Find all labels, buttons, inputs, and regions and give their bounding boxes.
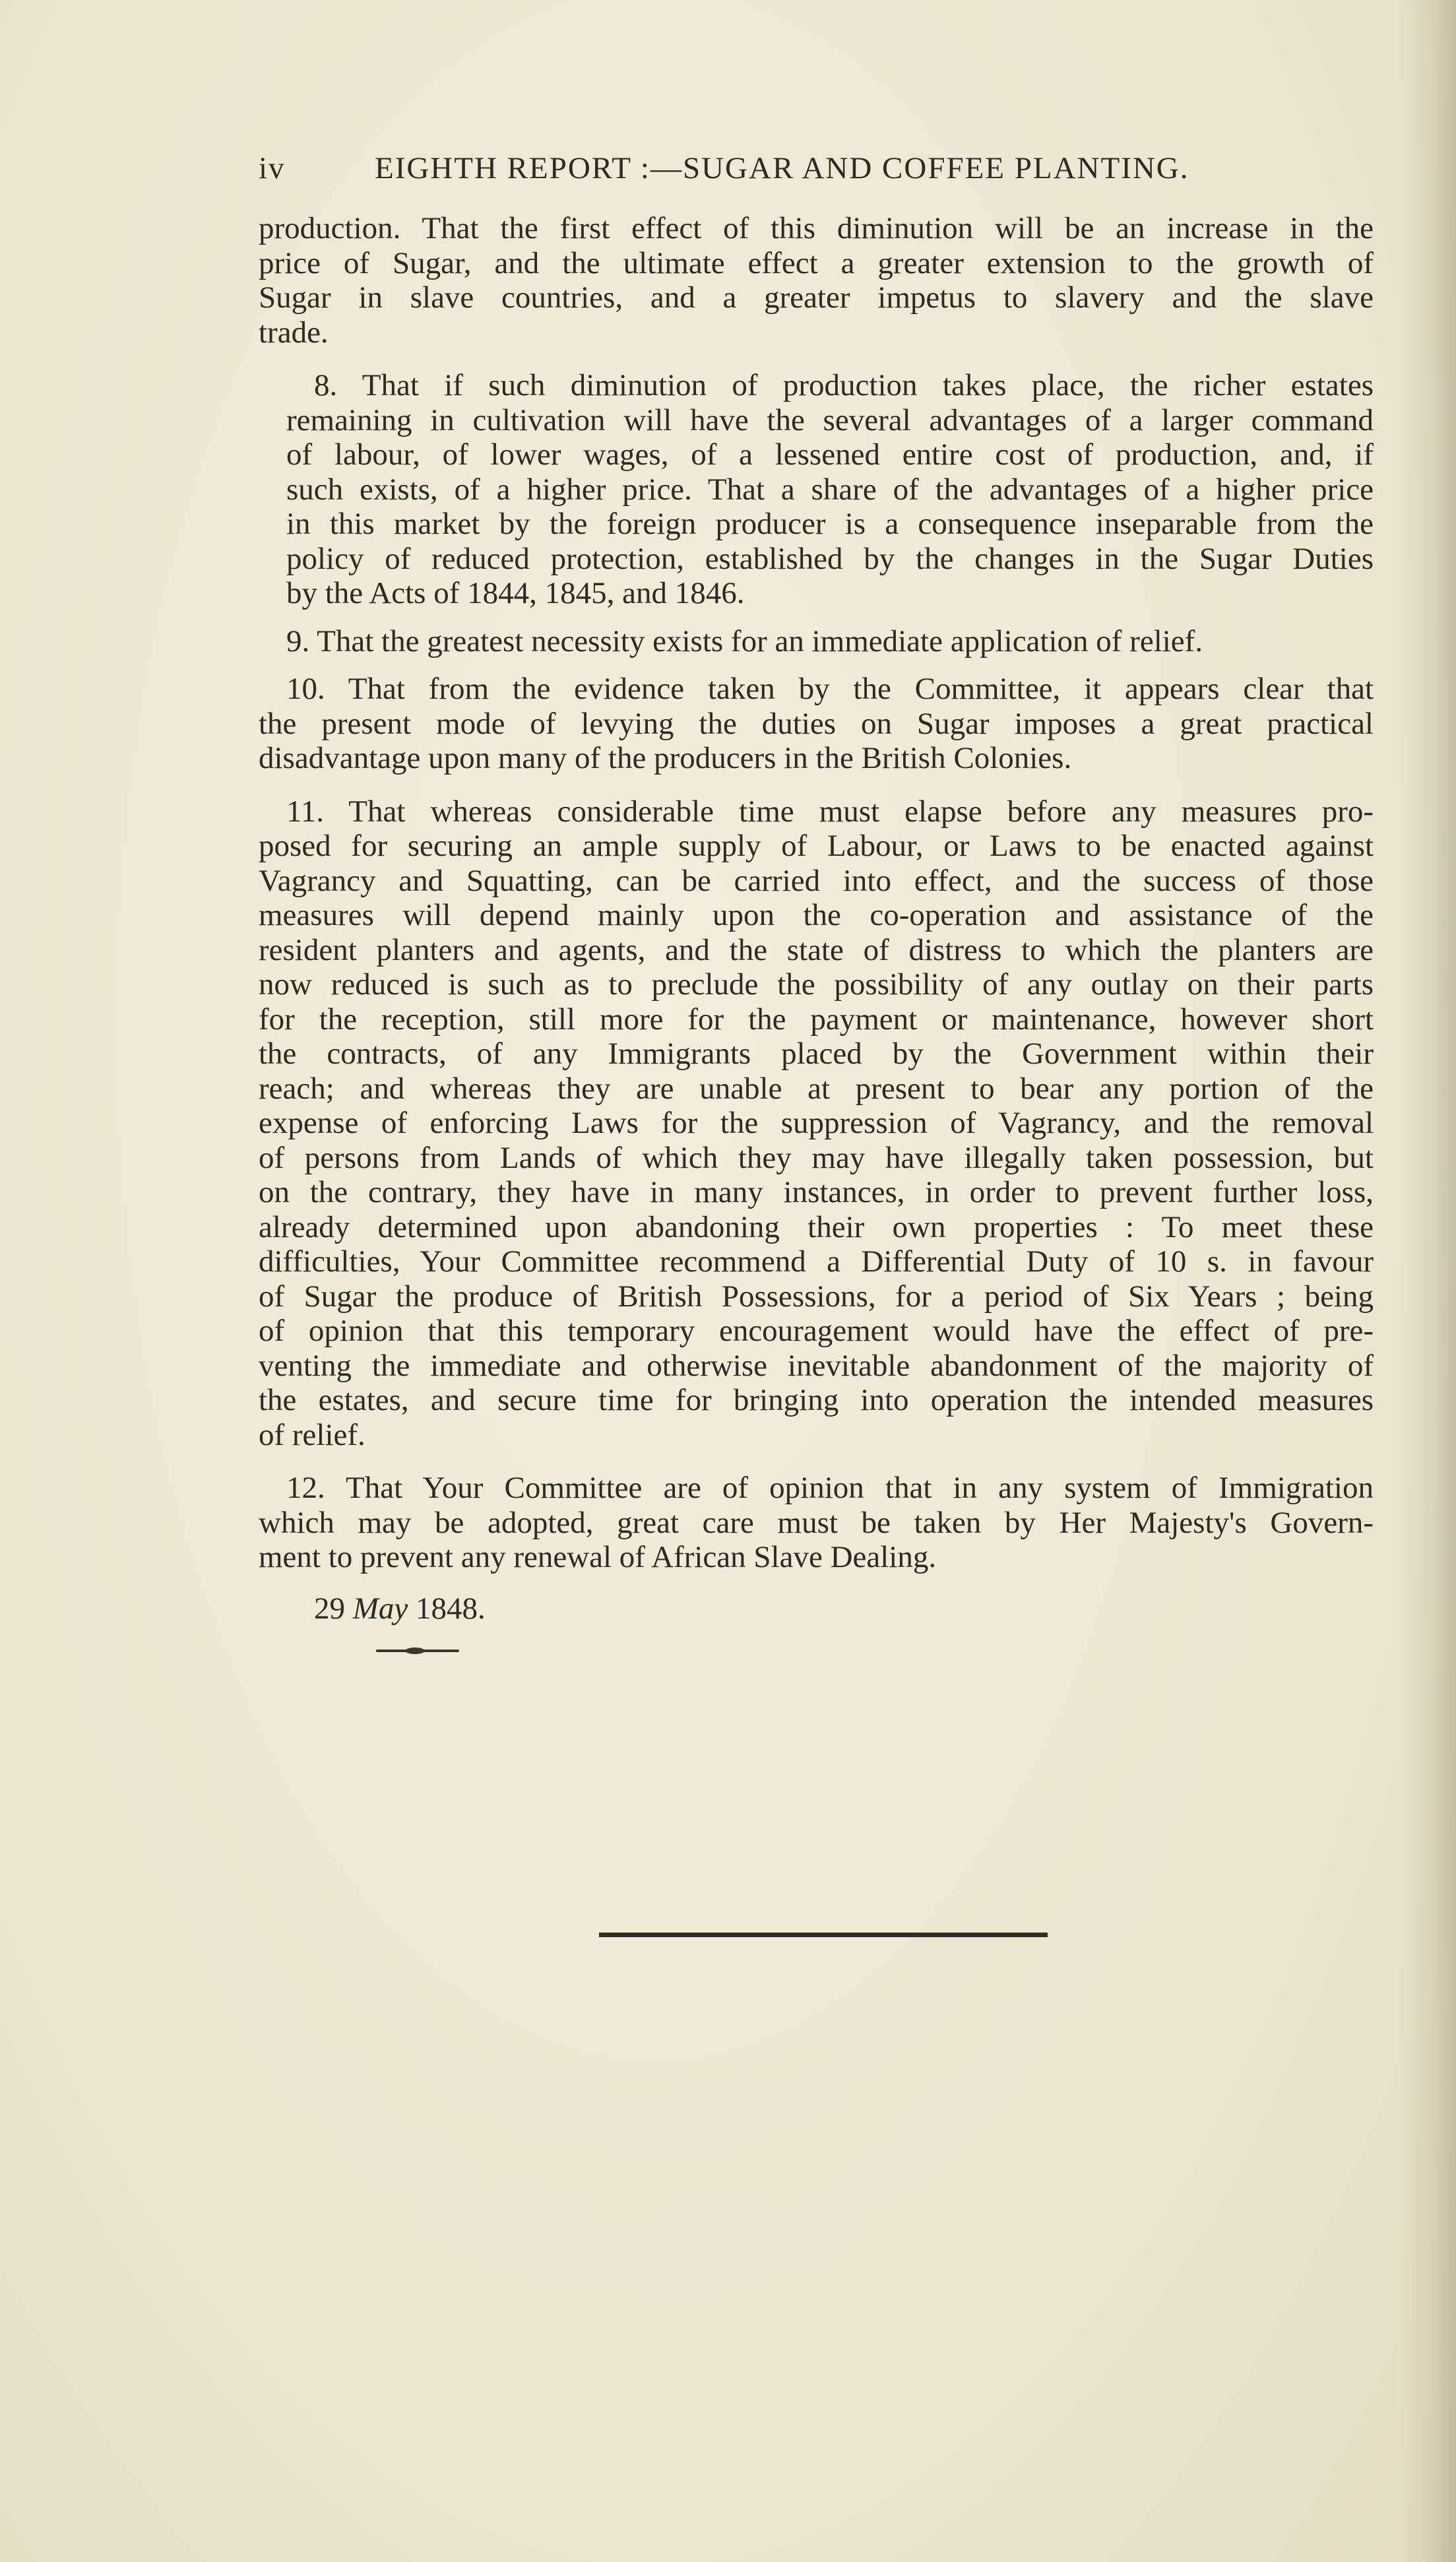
text-line: disadvantage upon many of the producers in the British Colonies. [259,741,1072,775]
text-line: of labour, of lower wages, of a lessened entire cost of production, and, if [286,437,1374,472]
text-line: of relief. [259,1417,365,1452]
paragraph-8 [259,368,1374,611]
date-day: 29 [314,1591,345,1626]
text-line: resident planters and agents, and the state of distress to which the planters are [259,932,1374,967]
date-ornament-rule [376,1649,459,1652]
running-head [259,140,1374,186]
text-line: reach; and whereas they are unable at present to bear any portion of the [259,1071,1374,1106]
text-line: the estates, and secure time for bringing into operation the intended measures [259,1383,1374,1417]
text-line: policy of reduced protection, established by the changes in the Sugar Duties [286,541,1374,576]
paragraph-9 [259,624,1374,659]
text-line: by the Acts of 1844, 1845, and 1846. [286,576,745,610]
text-line: 12. That Your Committee are of opinion that in any system of Immigration [286,1471,1374,1505]
text-line: venting the immediate and otherwise inevitable abandonment of the majority of [259,1348,1374,1383]
date-month: May [352,1591,408,1626]
text-line: Vagrancy and Squatting, can be carried into effect, and the success of those [259,863,1374,898]
text-line: now reduced is such as to preclude the possibility of any outlay on their parts [259,967,1374,1002]
paragraph-11 [259,794,1374,1453]
text-line: difficulties, Your Committee recommend a Differential Duty of 10 s. in favour [259,1244,1374,1279]
text-line: remaining in cultivation will have the several advantages of a larger command [286,402,1374,437]
text-line: expense of enforcing Laws for the suppression of Vagrancy, and the removal [259,1106,1374,1140]
text-line: 10. That from the evidence taken by the Committee, it appears clear that [286,672,1374,706]
text-line: the contracts, of any Immigrants placed by the Government within their [259,1037,1374,1071]
text-line: 8. That if such diminution of production takes place, the richer estates [314,368,1374,402]
end-of-report-rule [599,1933,1048,1937]
text-line: which may be adopted, great care must be taken by Her Majesty's Govern- [259,1505,1374,1540]
text-line: of persons from Lands of which they may have illegally taken possession, but [259,1140,1374,1175]
text-line: 9. That the greatest necessity exists for an immediate application of relief. [286,624,1203,658]
text-block [259,140,1374,1575]
text-line: on the contrary, they have in many instances, in order to prevent further loss, [259,1175,1374,1209]
text-line: for the reception, still more for the payment or maintenance, however short [259,1002,1374,1037]
paragraph-10 [259,672,1374,776]
text-line: of Sugar the produce of British Possessions, for a period of Six Years ; being [259,1279,1374,1314]
text-line: price of Sugar, and the ultimate effect a greater extension to the growth of [259,245,1374,280]
text-line: measures will depend mainly upon the co-operation and assistance of the [259,898,1374,932]
text-line: posed for securing an ample supply of Labour, or Laws to be enacted against [259,829,1374,863]
text-line: already determined upon abandoning their own properties : To meet these [259,1209,1374,1244]
date-year: 1848. [416,1591,486,1626]
text-line: ment to prevent any renewal of African Slave Dealing. [259,1540,937,1574]
text-line: 11. That whereas considerable time must elapse before any measures pro- [286,794,1374,829]
text-line: the present mode of levying the duties on Sugar imposes a great practical [259,706,1374,741]
text-line: trade. [259,315,329,350]
text-line: of opinion that this temporary encouragement would have the effect of pre- [259,1314,1374,1348]
report-title: EIGHTH REPORT :—SUGAR AND COFFEE PLANTING. [375,151,1189,185]
paragraph-7-continued [259,211,1374,350]
text-line: such exists, of a higher price. That a share of the advantages of a higher price [286,472,1374,507]
binding-shadow [1397,0,1456,2562]
paragraph-12 [259,1471,1374,1575]
page-number: iv [259,151,286,185]
text-line: production. That the first effect of this diminution will be an increase in the [259,211,1374,245]
text-line: Sugar in slave countries, and a greater impetus to slavery and the slave [259,280,1374,315]
report-date [314,1591,486,1626]
text-line: in this market by the foreign producer is a consequence inseparable from the [286,507,1374,541]
